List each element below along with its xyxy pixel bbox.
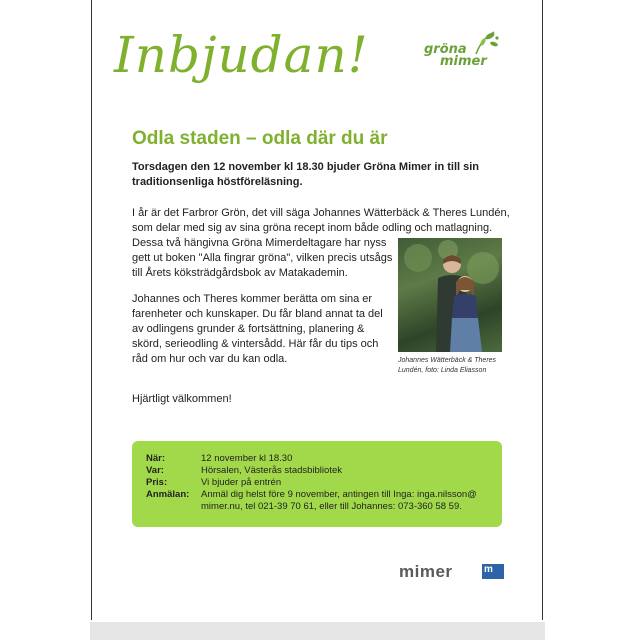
speakers-photo	[398, 238, 502, 352]
photo-caption: Johannes Wätterbäck & Theres Lundén, foto: Linda Eliasson	[398, 357, 497, 374]
paragraph-2: Johannes och Theres kommer berätta om sina er farenheter och kunskaper. Du får bland annat ta del av odlingens grunder & fortsättning, planering & skörd, serieodling & vintersådd. Här får du tips och råd om hur och var du kan odla.	[132, 293, 383, 365]
mimer-mark-letter: m	[484, 564, 493, 575]
document-page	[91, 0, 543, 620]
closing-text: Hjärtligt välkommen!	[132, 393, 232, 405]
info-label: Var:	[146, 465, 164, 476]
logo-text-grona: gröna	[424, 42, 467, 57]
logo-text-mimer: mimer	[440, 54, 487, 69]
info-label: Anmälan:	[146, 489, 190, 500]
grona-mimer-logo	[422, 30, 502, 74]
paragraph-1b: Dessa två hängivna Gröna Mimerdeltagare har nyss gett ut boken "Alla fingrar gröna", vilken precis utsågs till Årets köksträdgårdsbok av Matakademin.	[132, 237, 393, 279]
paragraph-1a: I år är det Farbror Grön, det vill säga Johannes Wätterbäck & Theres Lundén, som delar med sig av sina gröna recept inom både odling och matlagning.	[132, 207, 510, 234]
info-label: När:	[146, 453, 166, 464]
leaf-icon	[470, 30, 500, 56]
people-illustration	[398, 238, 502, 352]
mimer-logo-text: mimer	[399, 562, 453, 581]
mimer-logo-mark	[482, 564, 504, 579]
intro-paragraph: Torsdagen den 12 november kl 18.30 bjuder Gröna Mimer in till sin traditionsenliga höstföreläsning.	[132, 161, 479, 188]
info-label: Pris:	[146, 477, 168, 488]
event-info-box	[132, 441, 502, 527]
info-value: 12 november kl 18.30	[201, 453, 293, 464]
info-value: Vi bjuder på entrén	[201, 477, 282, 488]
section-heading: Odla staden – odla där du är	[132, 128, 388, 149]
info-value: Hörsalen, Västerås stadsbibliotek	[201, 465, 342, 476]
info-value: Anmäl dig helst före 9 november, antingen till Inga: inga.nilsson@ mimer.nu, tel 021-39 70 61, eller till Johannes: 073-360 58 59.	[201, 489, 477, 512]
page-title: Inbjudan!	[114, 26, 369, 84]
viewer-background	[90, 622, 545, 640]
